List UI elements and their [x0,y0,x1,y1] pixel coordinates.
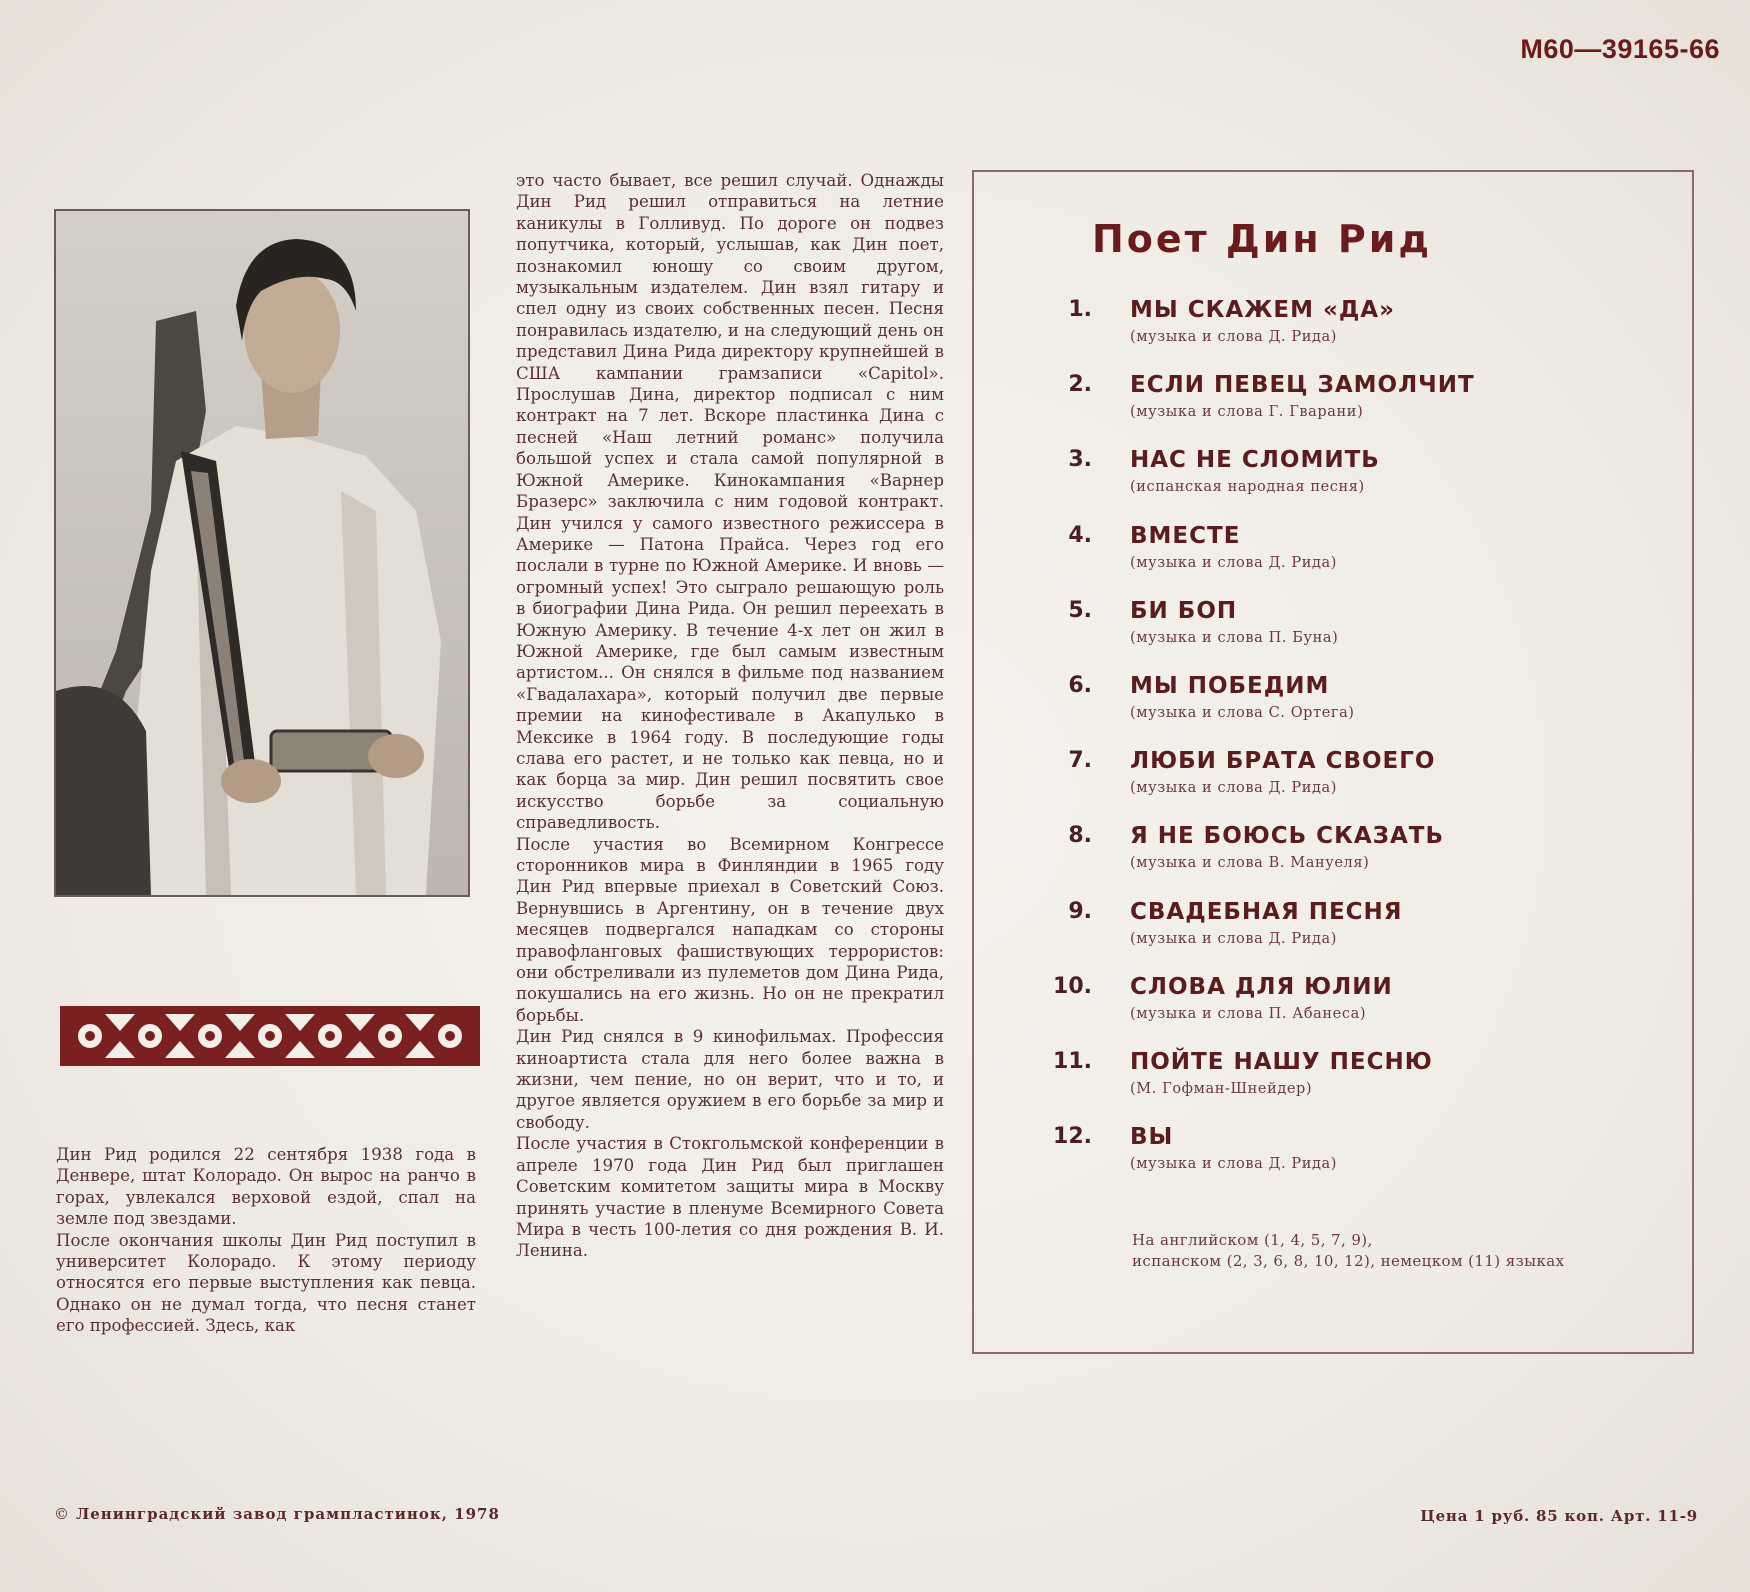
track-number: 9. [1068,898,1092,924]
biography-paragraph: После окончания школы Дин Рид поступил в университет Колорадо. К этому периоду относятся его первые выступления как певца. Однако он не думал тогда, что песня станет его профессией. Здесь, как [56,1230,476,1336]
track-credit: (музыка и слова Д. Рида) [1130,930,1338,947]
track-title: СЛОВА ДЛЯ ЮЛИИ [1130,973,1393,1000]
artist-photo [54,209,470,897]
ornament-band [60,1006,480,1066]
track-item [974,1049,1692,1124]
track-number: 1. [1068,297,1092,322]
track-credit: (музыка и слова Д. Рида) [1130,554,1338,571]
track-item [974,899,1692,974]
biography-column-left [56,1144,476,1337]
track-item [974,974,1692,1049]
track-credit: (музыка и слова Д. Рида) [1130,1156,1338,1173]
track-number: 8. [1068,823,1092,849]
language-note-line: испанском (2, 3, 6, 8, 10, 12), немецком (11) языках [1132,1252,1565,1270]
track-number: 7. [1068,748,1092,774]
track-number: 10. [1053,973,1092,999]
track-title: МЫ СКАЖЕМ «ДА» [1130,297,1395,323]
track-number: 3. [1068,447,1092,473]
track-credit: (музыка и слова В. Мануеля) [1130,855,1370,872]
biography-paragraph: это часто бывает, все решил случай. Однажды Дин Рид решил отправиться на летние каникулы в Голливуд. По дороге он подвез попутчика, который, услышав, как Дин поет, познакомил юношу со своим другом, музыкальным издателем. Дин взял гитару и спел одну из своих собственных песен. Песня понравилась издателю, и на следующий день он представил Дина Рида директору крупнейшей в США кампании грамзаписи «Capitol». Прослушав Дина, директор подписал с ним контракт на 7 лет. Вскоре пластинка Дина с песней «Наш летний романс» получила большой успех и стала самой популярной в Южной Америке. Кинокампания «Варнер Бразерс» заключила с ним годовой контракт. Дин учился у самого известного режиссера в Америке — Патона Прайса. Через год его послали в турне по Южной Америке. И вновь — огромный успех! Это сыграло решающую роль в биографии Дина Рида. Он решил переехать в Южную Америку. В течение 4-х лет он жил в Южной Америке, где был самым известным артистом... Он снялся в фильме под названием «Гвадалахара», который получил две первые премии на кинофестивале в Акапулько в Мексике в 1964 году. В последующие годы слава его растет, и не только как певца, но и как борца за мир. Дин решил посвятить свое искусство борьбе за социальную справедливость. [516,171,944,833]
track-item [974,823,1692,898]
track-number: 6. [1068,672,1092,698]
publisher-text: Ленинградский завод грампластинок, 1978 [76,1505,500,1523]
track-credit: (музыка и слова Д. Рида) [1130,780,1338,797]
copyright-symbol: © [54,1505,70,1523]
track-title: НАС НЕ СЛОМИТЬ [1130,447,1380,474]
track-title: ПОЙТЕ НАШУ ПЕСНЮ [1130,1048,1433,1075]
language-note [1132,1230,1632,1272]
catalog-number: М60—39165-66 [1520,34,1720,64]
album-title: Поет Дин Рид [1092,217,1433,261]
track-title: ВЫ [1130,1124,1174,1151]
track-item [974,1124,1692,1199]
biography-column-middle [516,170,944,1262]
track-number: 2. [1068,372,1092,398]
track-item [974,673,1692,748]
track-credit: (музыка и слова П. Абанеса) [1130,1005,1367,1022]
track-item [974,598,1692,673]
track-number: 11. [1053,1048,1092,1074]
track-title: МЫ ПОБЕДИМ [1130,672,1330,699]
decorative-ornament [60,1006,480,1066]
track-title: ВМЕСТЕ [1130,522,1241,549]
track-item [974,297,1692,372]
track-title: ЕСЛИ ПЕВЕЦ ЗАМОЛЧИТ [1130,372,1475,399]
track-title: БИ БОП [1130,597,1238,624]
track-credit: (музыка и слова С. Ортега) [1130,704,1355,721]
track-number: 12. [1053,1124,1092,1150]
track-credit: (музыка и слова Д. Рида) [1130,329,1338,345]
artist-photo-image [56,211,468,895]
track-list [974,297,1692,1199]
language-note-line: На английском (1, 4, 5, 7, 9), [1132,1231,1373,1249]
track-credit: (М. Гофман-Шнейдер) [1130,1080,1313,1097]
tracklist-box [972,170,1694,1354]
price-footer: Цена 1 руб. 85 коп. Арт. 11-9 [1420,1507,1698,1525]
track-number: 5. [1068,597,1092,623]
track-item [974,523,1692,598]
track-item [974,447,1692,522]
biography-paragraph: После участия в Стокгольмской конференции в апреле 1970 года Дин Рид был приглашен Советским комитетом защиты мира в Москву принять участие в пленуме Всемирного Совета Мира в честь 100-летия со дня рождения В. И. Ленина. [516,1134,944,1261]
track-credit: (музыка и слова Г. Гварани) [1130,404,1364,421]
track-item [974,372,1692,447]
track-title: Я НЕ БОЮСЬ СКАЗАТЬ [1130,823,1445,850]
publisher-footer [54,1505,500,1523]
biography-paragraph: Дин Рид родился 22 сентября 1938 года в Денвере, штат Колорадо. Он вырос на ранчо в горах, увлекался верховой ездой, спал на земле под звездами. [56,1145,476,1229]
track-title: СВАДЕБНАЯ ПЕСНЯ [1130,898,1403,925]
biography-paragraph: После участия во Всемирном Конгрессе сторонников мира в Финляндии в 1965 году Дин Рид впервые приехал в Советский Союз. Вернувшись в Аргентину, он в течение двух месяцев подвергался нападкам со стороны правофланговых фашиствующих террористов: они обстреливали из пулеметов дом Дина Рида, покушались на его жизнь. Но он не прекратил борьбы. [516,834,944,1025]
track-number: 4. [1068,522,1092,548]
biography-paragraph: Дин Рид снялся в 9 кинофильмах. Профессия киноартиста стала для него более важна в жизни, чем пение, но он верит, что и то, и другое является оружием в его борьбе за мир и свободу. [516,1027,944,1132]
track-item [974,748,1692,823]
track-credit: (музыка и слова П. Буна) [1130,629,1339,646]
track-title: ЛЮБИ БРАТА СВОЕГО [1130,748,1436,775]
track-credit: (испанская народная песня) [1130,479,1365,496]
